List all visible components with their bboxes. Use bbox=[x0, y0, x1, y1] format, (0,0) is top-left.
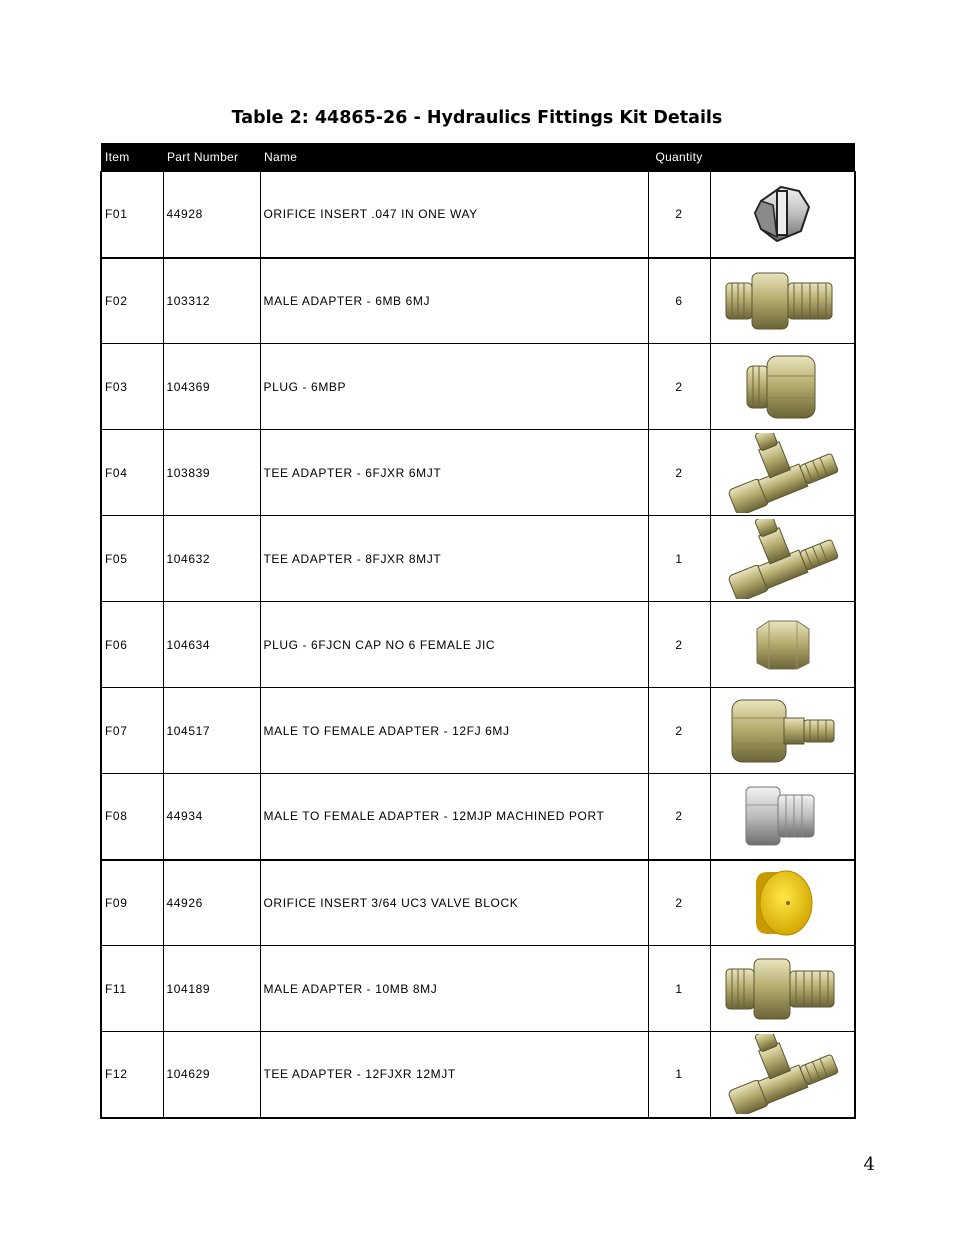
header-image bbox=[710, 143, 855, 172]
item-cell: F09 bbox=[101, 860, 163, 946]
part-number-cell: 104189 bbox=[163, 946, 260, 1032]
header-quantity: Quantity bbox=[648, 143, 710, 172]
table-row bbox=[101, 516, 855, 602]
header-item: Item bbox=[101, 143, 163, 172]
machined-adapter-icon bbox=[732, 781, 832, 851]
table-row bbox=[101, 430, 855, 516]
part-number-cell: 44928 bbox=[163, 172, 260, 258]
part-number-cell: 104517 bbox=[163, 688, 260, 774]
part-number-cell: 104634 bbox=[163, 602, 260, 688]
quantity-cell: 2 bbox=[648, 602, 710, 688]
name-cell: ORIFICE INSERT .047 IN ONE WAY bbox=[260, 172, 648, 258]
tee-adapter-icon bbox=[717, 1034, 847, 1114]
image-cell bbox=[710, 860, 855, 946]
male-adapter-icon bbox=[720, 957, 844, 1021]
quantity-cell: 1 bbox=[648, 1032, 710, 1118]
image-cell bbox=[710, 344, 855, 430]
table-row bbox=[101, 688, 855, 774]
item-cell: F05 bbox=[101, 516, 163, 602]
male-female-adapter-icon bbox=[722, 696, 842, 766]
name-cell: TEE ADAPTER - 6FJXR 6MJT bbox=[260, 430, 648, 516]
item-cell: F08 bbox=[101, 774, 163, 860]
item-cell: F12 bbox=[101, 1032, 163, 1118]
image-cell bbox=[710, 774, 855, 860]
part-number-cell: 103312 bbox=[163, 258, 260, 344]
plug-icon bbox=[737, 352, 827, 422]
page-number: 4 bbox=[863, 1154, 875, 1175]
quantity-cell: 6 bbox=[648, 258, 710, 344]
part-number-cell: 104369 bbox=[163, 344, 260, 430]
table-row bbox=[101, 1032, 855, 1118]
quantity-cell: 2 bbox=[648, 430, 710, 516]
table-header-row bbox=[101, 143, 855, 172]
cap-plug-icon bbox=[747, 617, 817, 673]
image-cell bbox=[710, 602, 855, 688]
name-cell: TEE ADAPTER - 12FJXR 12MJT bbox=[260, 1032, 648, 1118]
quantity-cell: 1 bbox=[648, 516, 710, 602]
image-cell bbox=[710, 430, 855, 516]
name-cell: MALE TO FEMALE ADAPTER - 12MJP MACHINED PORT bbox=[260, 774, 648, 860]
orifice-insert-icon bbox=[747, 181, 817, 247]
tee-adapter-icon bbox=[717, 433, 847, 513]
table-title: Table 2: 44865-26 - Hydraulics Fittings Kit Details bbox=[231, 108, 723, 128]
part-number-cell: 44926 bbox=[163, 860, 260, 946]
part-number-cell: 103839 bbox=[163, 430, 260, 516]
quantity-cell: 2 bbox=[648, 860, 710, 946]
fittings-table bbox=[100, 143, 856, 1119]
table-row bbox=[101, 946, 855, 1032]
quantity-cell: 2 bbox=[648, 688, 710, 774]
name-cell: ORIFICE INSERT 3/64 UC3 VALVE BLOCK bbox=[260, 860, 648, 946]
quantity-cell: 2 bbox=[648, 172, 710, 258]
name-cell: MALE TO FEMALE ADAPTER - 12FJ 6MJ bbox=[260, 688, 648, 774]
table-row bbox=[101, 344, 855, 430]
table-row bbox=[101, 860, 855, 946]
item-cell: F01 bbox=[101, 172, 163, 258]
item-cell: F06 bbox=[101, 602, 163, 688]
quantity-cell: 1 bbox=[648, 946, 710, 1032]
item-cell: F03 bbox=[101, 344, 163, 430]
table-row bbox=[101, 172, 855, 258]
name-cell: PLUG - 6MBP bbox=[260, 344, 648, 430]
image-cell bbox=[710, 1032, 855, 1118]
table-row bbox=[101, 258, 855, 344]
name-cell: PLUG - 6FJCN CAP NO 6 FEMALE JIC bbox=[260, 602, 648, 688]
image-cell bbox=[710, 516, 855, 602]
yellow-orifice-insert-icon bbox=[742, 866, 822, 940]
name-cell: MALE ADAPTER - 10MB 8MJ bbox=[260, 946, 648, 1032]
header-part-number: Part Number bbox=[163, 143, 260, 172]
part-number-cell: 104632 bbox=[163, 516, 260, 602]
table-row bbox=[101, 602, 855, 688]
image-cell bbox=[710, 172, 855, 258]
item-cell: F07 bbox=[101, 688, 163, 774]
header-name: Name bbox=[260, 143, 648, 172]
item-cell: F04 bbox=[101, 430, 163, 516]
part-number-cell: 44934 bbox=[163, 774, 260, 860]
male-adapter-icon bbox=[720, 269, 844, 333]
image-cell bbox=[710, 258, 855, 344]
image-cell bbox=[710, 946, 855, 1032]
item-cell: F11 bbox=[101, 946, 163, 1032]
tee-adapter-icon bbox=[717, 519, 847, 599]
name-cell: TEE ADAPTER - 8FJXR 8MJT bbox=[260, 516, 648, 602]
item-cell: F02 bbox=[101, 258, 163, 344]
name-cell: MALE ADAPTER - 6MB 6MJ bbox=[260, 258, 648, 344]
quantity-cell: 2 bbox=[648, 344, 710, 430]
quantity-cell: 2 bbox=[648, 774, 710, 860]
table-row bbox=[101, 774, 855, 860]
image-cell bbox=[710, 688, 855, 774]
part-number-cell: 104629 bbox=[163, 1032, 260, 1118]
